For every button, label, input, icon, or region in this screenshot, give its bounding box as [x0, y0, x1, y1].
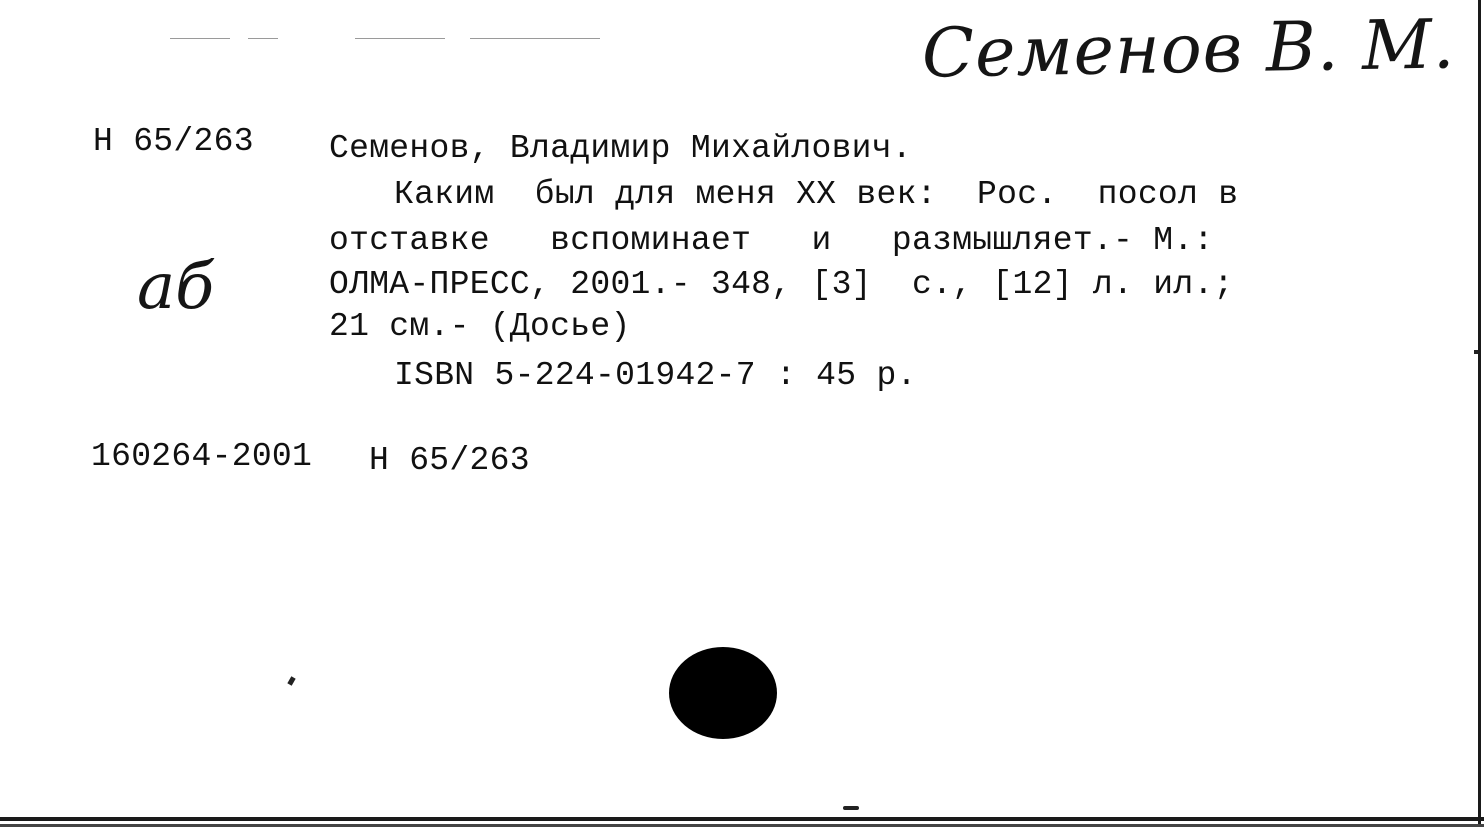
top-dashed-line — [355, 38, 445, 39]
shelf-mark-bottom: Н 65/263 — [369, 442, 530, 479]
ink-speck — [287, 676, 295, 685]
accession-number: 160264-2001 — [91, 438, 313, 475]
punch-hole — [669, 647, 777, 739]
top-dashed-line — [248, 38, 278, 39]
entry-isbn: ISBN 5-224-01942-7 : 45 р. — [394, 357, 917, 394]
shelf-mark: Н 65/263 — [93, 123, 254, 160]
top-dashed-line — [170, 38, 230, 39]
entry-title-line-1: Каким был для меня XX век: Рос. посол в — [394, 176, 1239, 213]
entry-title-line-2: отставке вспоминает и размышляет.- М.: — [329, 222, 1214, 259]
card-bottom-edge — [0, 817, 1484, 821]
handwritten-mark: аб — [137, 250, 215, 324]
entry-publication-line: ОЛМА-ПРЕСС, 2001.- 348, [3] с., [12] л. ил.; — [329, 266, 1234, 303]
entry-series-line: 21 см.- (Досье) — [329, 308, 631, 345]
ink-speck — [843, 806, 859, 810]
entry-author: Семенов, Владимир Михайлович. — [329, 130, 912, 167]
handwritten-heading: Семенов В. М. — [921, 5, 1456, 94]
card-right-edge — [1478, 0, 1481, 827]
top-dashed-line — [470, 38, 600, 39]
